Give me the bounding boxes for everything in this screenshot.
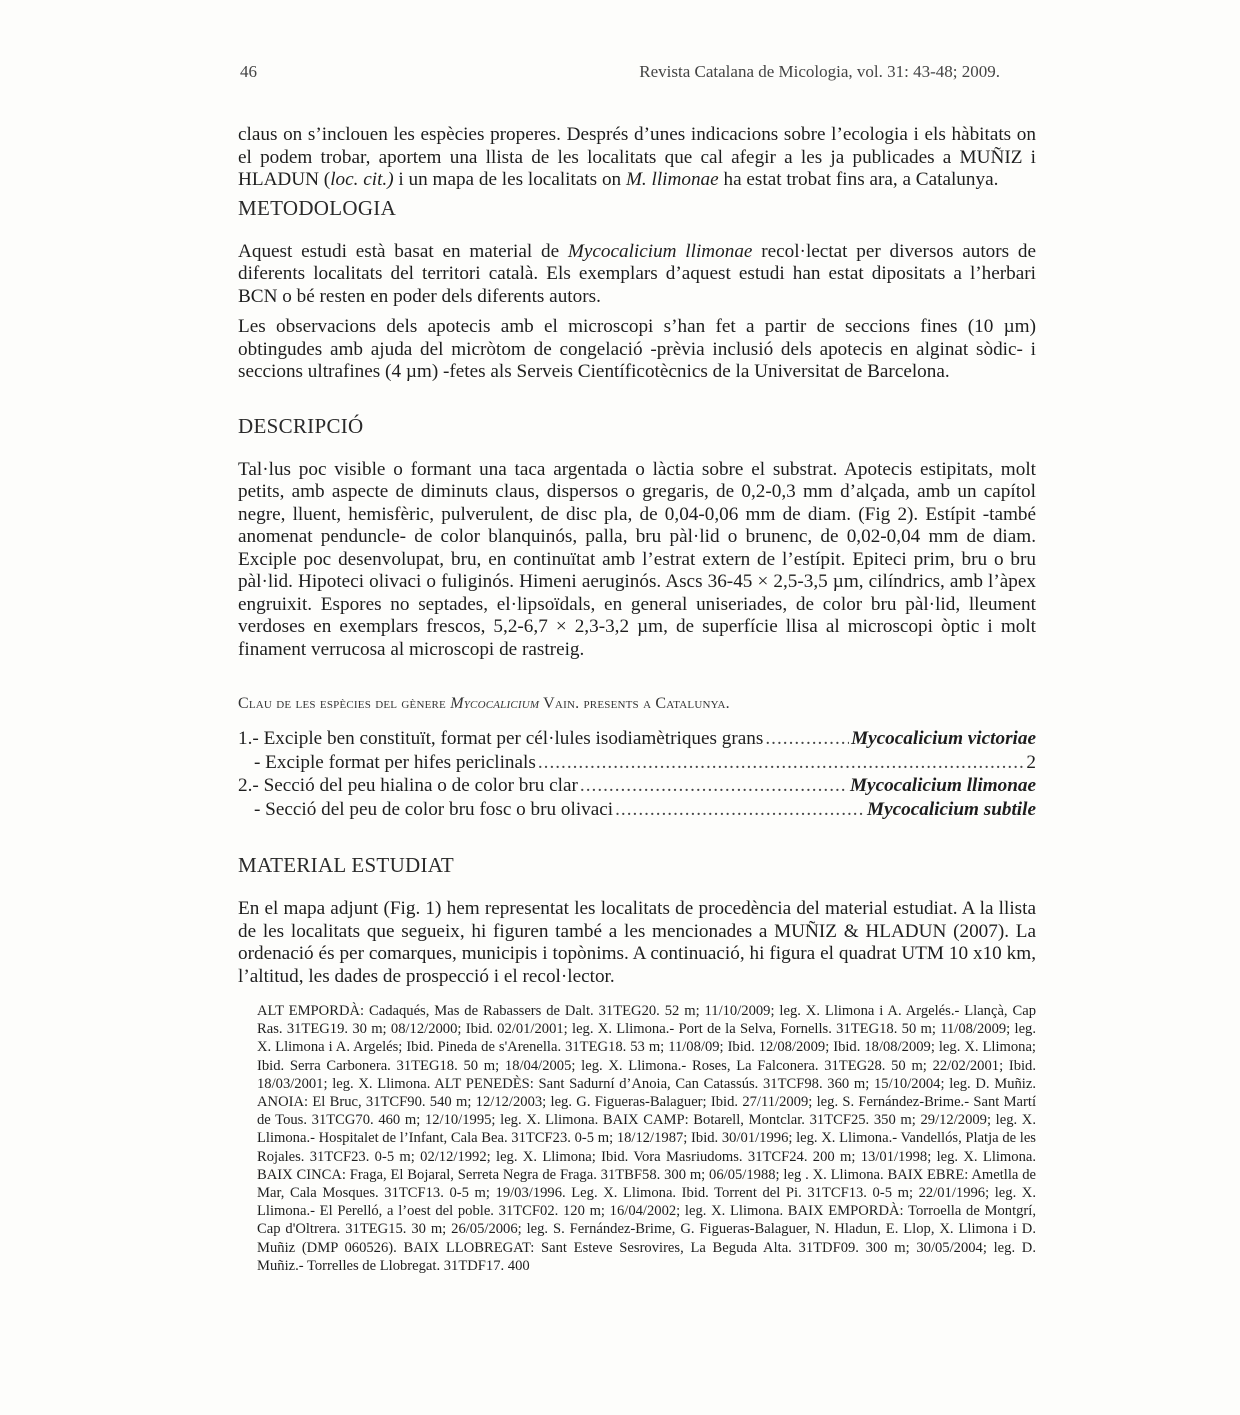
key-row: 1.- Exciple ben constituït, format per cél·lules isodiamètriques grans ..... Mycocalicium victoriae	[238, 727, 1036, 751]
page-body	[238, 124, 1036, 1275]
metodologia-paragraph-1: Aquest estudi està basat en material de Mycocalicium llimonae recol·lectat per diversos autors de diferents localitats del territori català. Els exemplars d’aquest estudi han estat dipositats a l’herbari BCN o bé resten en poder dels diferents autors.	[238, 240, 1036, 307]
key-row: - Exciple format per hifes periclinals ..... 2	[238, 751, 1036, 775]
metodologia-paragraph-2: Les observacions dels apotecis amb el microscopi s’han fet a partir de seccions fines (10 µm) obtingudes amb ajuda del micròtom de congelació -prèvia inclusió dels apotecis en alginat sòdic- i seccions ultrafines (4 µm) -fetes als Serveis Científicotècnics de la Universitat de Barcelona.	[238, 316, 1036, 382]
key-heading: Clau de les espècies del gènere Mycocalicium Vain. presents a Catalunya.	[238, 695, 730, 712]
heading-descripcio: DESCRIPCIÓ	[238, 413, 364, 438]
descripcio-paragraph: Tal·lus poc visible o formant una taca argentada o làctia sobre el substrat. Apotecis estipitats, molt petits, amb aspecte de diminuts claus, dispersos o gregaris, de 0,2-0,3 mm d’alçada, amb un capítol negre, lluent, hemisfèric, pulverulent, de disc pla, de 0,04-0,06 mm de diam. (Fig 2). Estípit -també anomenat penduncle- de color blanquinós, palla, bru pàl·lid o brunenc, de 0,02-0,04 mm de diam. Exciple poc desenvolupat, bru, en continuïtat amb l’estrat extern de l’estípit. Epiteci prim, bru o bru pàl·lid. Hipoteci olivaci o fuliginós. Himeni aeruginós. Ascs 36-45 × 2,5-3,5 µm, cilíndrics, amb l’àpex engruixit. Espores no septades, el·lipsoïdals, en general uniseriades, de color bru pàl·lid, lleument verdoses en exemplars frescos, 5,2-6,7 × 2,3-3,2 µm, de superfície llisa al microscopi òptic i molt finament verrucosa al microscopi de rastreig.	[238, 458, 1036, 660]
identification-key	[238, 727, 1036, 821]
intro-paragraph: claus on s’inclouen les espècies properes. Després d’unes indicacions sobre l’ecologia i els hàbitats on el podem trobar, aportem una llista de les localitats que cal afegir a les ja publicades a MUÑIZ i HLADUN (loc. cit.) i un mapa de les localitats on M. llimonae ha estat trobat fins ara, a Catalunya.	[238, 124, 1036, 190]
material-paragraph: En el mapa adjunt (Fig. 1) hem representat les localitats de procedència del material estudiat. A la llista de les localitats que segueix, hi figuren també a les mencionades a MUÑIZ & HLADUN (2007). La ordenació és per comarques, municipis i topònims. A continuació, hi figura el quadrat UTM 10 x10 km, l’altitud, les dades de prospecció i el recol·lector.	[238, 898, 1036, 987]
key-row: 2.- Secció del peu hialina o de color bru clar ..... Mycocalicium llimonae	[238, 774, 1036, 798]
localities-list: ALT EMPORDÀ: Cadaqués, Mas de Rabassers de Dalt. 31TEG20. 52 m; 11/10/2009; leg. X. Llimona i A. Argelés.- Llançà, Cap Ras. 31TEG19. 30 m; 08/12/2000; Ibid. 02/01/2001; leg. X. Llimona.- Port de la Selva, Fornells. 31TEG18. 50 m; 11/08/2009; leg. X. Llimona i A. Argelés; Ibid. Pineda de s'Arenella. 31TEG18. 53 m; 11/08/09; Ibid. 12/08/2009; Ibid. 18/08/2009; leg. X. Llimona; Ibid. Serra Carbonera. 31TEG18. 50 m; 18/04/2005; leg. X. Llimona.- Roses, La Falconera. 31TEG28. 50 m; 22/02/2001; Ibid. 18/03/2001; leg. X. Llimona. ALT PENEDÈS: Sant Sadurní d’Anoia, Can Catassús. 31TCF98. 360 m; 15/10/2004; leg. D. Muñiz. ANOIA: El Bruc, 31TCF90. 540 m; 12/12/2003; leg. G. Figueras-Balaguer; Ibid. 27/11/2009; leg. S. Fernández-Brime.- Sant Martí de Tous. 31TCG70. 460 m; 12/10/1995; leg. X. Llimona. BAIX CAMP: Botarell, Montclar. 31TCF25. 350 m; 29/12/2009; leg. X. Llimona.- Hospitalet de l’Infant, Cala Bea. 31TCF23. 0-5 m; 18/12/1987; Ibid. 30/01/1996; leg. X. Llimona.- Vandellós, Platja de les Rojales. 31TCF23. 0-5 m; 02/12/1992; leg. X. Llimona; Ibid. Vora Masriudoms. 31TCF24. 200 m; 13/01/1998; leg. X. Llimona. BAIX CINCA: Fraga, El Bojaral, Serreta Negra de Fraga. 31TBF58. 300 m; 06/05/1988; leg . X. Llimona. BAIX EBRE: Ametlla de Mar, Cala Mosques. 31TCF13. 0-5 m; 19/03/1996. Leg. X. Llimona. Ibid. Torrent del Pi. 31TCF13. 0-5 m; 22/01/1996; leg. X. Llimona.- El Perelló, a l’oest del poble. 31TCF02. 120 m; 16/04/2002; leg. X. Llimona. BAIX EMPORDÀ: Torroella de Montgrí, Cap d'Oltrera. 31TEG15. 30 m; 26/05/2006; leg. S. Fernández-Brime, G. Figueras-Balaguer, N. Hladun, E. Llop, X. Llimona i D. Muñiz (DMP 060526). BAIX LLOBREGAT: Sant Esteve Sesrovires, La Beguda Alta. 31TDF09. 300 m; 30/05/2004; leg. D. Muñiz.- Torrelles de Llobregat. 31TDF17. 400	[257, 1003, 1036, 1274]
page-number: 46	[240, 62, 257, 81]
key-row: - Secció del peu de color bru fosc o bru olivaci ..... Mycocalicium subtile	[238, 798, 1036, 822]
journal-citation: Revista Catalana de Micologia, vol. 31: 43-48; 2009.	[639, 62, 1000, 81]
heading-metodologia: METODOLOGIA	[238, 195, 397, 220]
heading-material: MATERIAL ESTUDIAT	[238, 853, 455, 877]
